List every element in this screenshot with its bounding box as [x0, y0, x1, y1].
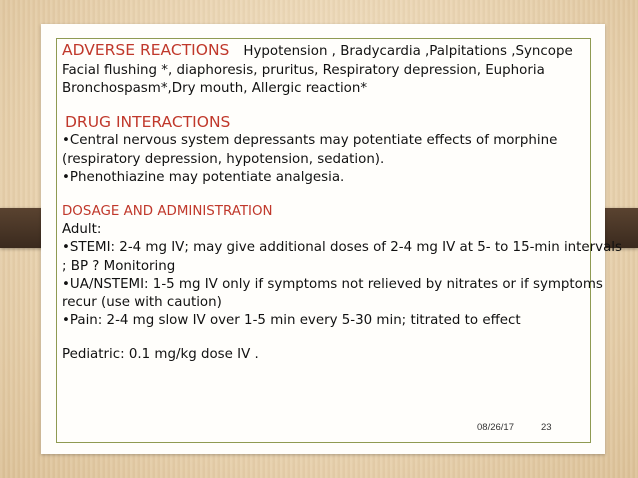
interaction-line-2: (respiratory depression, hypotension, sedation).	[62, 151, 385, 167]
dosage-line-4: •UA/NSTEMI: 1-5 mg IV only if symptoms not relieved by nitrates or if symptoms	[62, 276, 603, 292]
dosage-line-1: Adult:	[62, 222, 102, 238]
slide-card	[41, 24, 622, 454]
dosage-line-3: ; BP ? Monitoring	[62, 258, 176, 274]
interaction-line-3: •Phenothiazine may potentiate analgesia.	[62, 169, 345, 185]
spacer	[62, 98, 610, 112]
dosage-line-5: recur (use with caution)	[62, 295, 222, 311]
left-decorative-tab	[0, 208, 46, 248]
dosage-heading: DOSAGE AND ADMINISTRATION	[62, 204, 273, 220]
adverse-line-2: Bronchospasm*,Dry mouth, Allergic reaction*	[62, 81, 368, 97]
dosage-line-2: •STEMI: 2-4 mg IV; may give additional doses of 2-4 mg IV at 5- to 15-min intervals	[62, 240, 622, 256]
slide-date: 08/26/17	[477, 422, 514, 433]
adverse-reactions-row	[62, 40, 610, 62]
pediatric-dose: Pediatric: 0.1 mg/kg dose IV .	[62, 347, 259, 363]
slide-content	[62, 40, 622, 365]
drug-interactions-heading: DRUG INTERACTIONS	[65, 113, 231, 132]
slide-number: 23	[541, 422, 552, 433]
adverse-reactions-inline: Hypotension , Bradycardia ,Palpitations ,Syncope	[243, 44, 573, 59]
adverse-line-1: Facial flushing *, diaphoresis, pruritus, Respiratory depression, Euphoria	[62, 63, 545, 78]
spacer	[62, 187, 610, 203]
interaction-line-1: •Central nervous system depressants may potentiate effects of morphine	[62, 133, 558, 149]
adverse-reactions-heading: ADVERSE REACTIONS	[62, 41, 230, 59]
spacer	[62, 330, 610, 346]
dosage-line-6: •Pain: 2-4 mg slow IV over 1-5 min every 5-30 min; titrated to effect	[62, 313, 521, 329]
